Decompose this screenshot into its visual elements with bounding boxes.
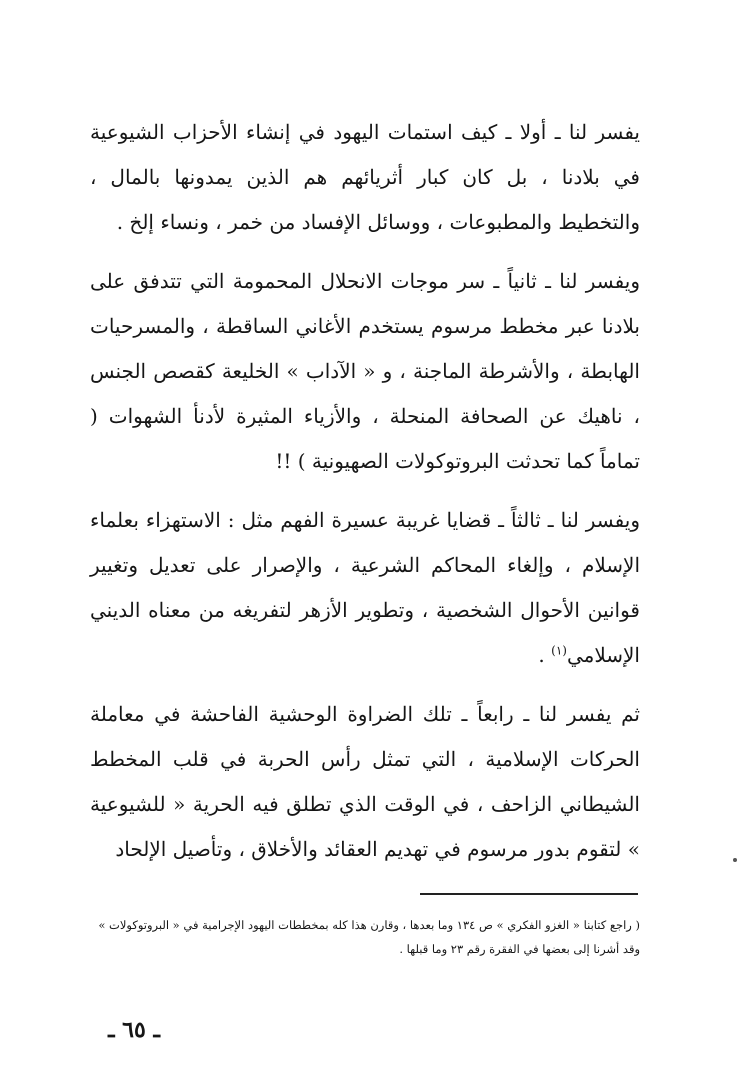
- paragraph-1: يفسر لنا ـ أولا ـ كيف استمات اليهود في إنشاء الأحزاب الشيوعية في بلادنا ، بل كان كبار أثريائهم هم الذين يمدونها بالمال ، والتخطيط والمطبوعات ، ووسائل الإفساد من خمر ، ونساء إلخ .: [90, 120, 640, 234]
- scan-speck: [733, 858, 737, 862]
- paragraph-3-text: ويفسر لنا ـ ثالثاً ـ قضايا غريبة عسيرة الفهم مثل : الاستهزاء بعلماء الإسلام ، وإلغاء المحاكم الشرعية ، والإصرار على تعديل وتغيير قوانين الأحوال الشخصية ، وتطوير الأزهر لتفريغه من معناه الديني الإسلامي: [90, 508, 640, 667]
- footnote-divider: [420, 893, 638, 895]
- footnote: ( راجع كتابنا « الغزو الفكري » ص ١٣٤ وما بعدها ، وقارن هذا كله بمخططات اليهود الإجرامية في « البروتوكولات » وقد أشرنا إلى بعضها في الفقرة رقم ٢٣ وما قبلها .: [98, 918, 640, 956]
- paragraph-2: ويفسر لنا ـ ثانياً ـ سر موجات الانحلال المحمومة التي تتدفق على بلادنا عبر مخطط مرسوم يستخدم الأغاني الساقطة ، والمسرحيات الهابطة ، والأشرطة الماجنة ، و « الآداب » الخليعة كقصص الجنس ، ناهيك عن الصحافة المنحلة ، والأزياء المثيرة لأدنأ الشهوات ( تماماً كما تحدثت البروتوكولات الصهيونية ) !!: [90, 269, 640, 473]
- body-text: [90, 110, 640, 872]
- footnote-reference: (١): [551, 643, 567, 658]
- paragraph-3-end: .: [538, 643, 552, 667]
- paragraph-4: ثم يفسر لنا ـ رابعاً ـ تلك الضراوة الوحشية الفاحشة في معاملة الحركات الإسلامية ، التي تمثل رأس الحربة في قلب المخطط الشيطاني الزاحف ، في الوقت الذي تطلق فيه الحرية « للشيوعية » لتقوم بدور مرسوم في تهديم العقائد والأخلاق ، وتأصيل الإلحاد: [90, 702, 640, 861]
- page-number: ـ ٦٥ ـ: [108, 1017, 160, 1043]
- paragraph-3: [90, 498, 640, 678]
